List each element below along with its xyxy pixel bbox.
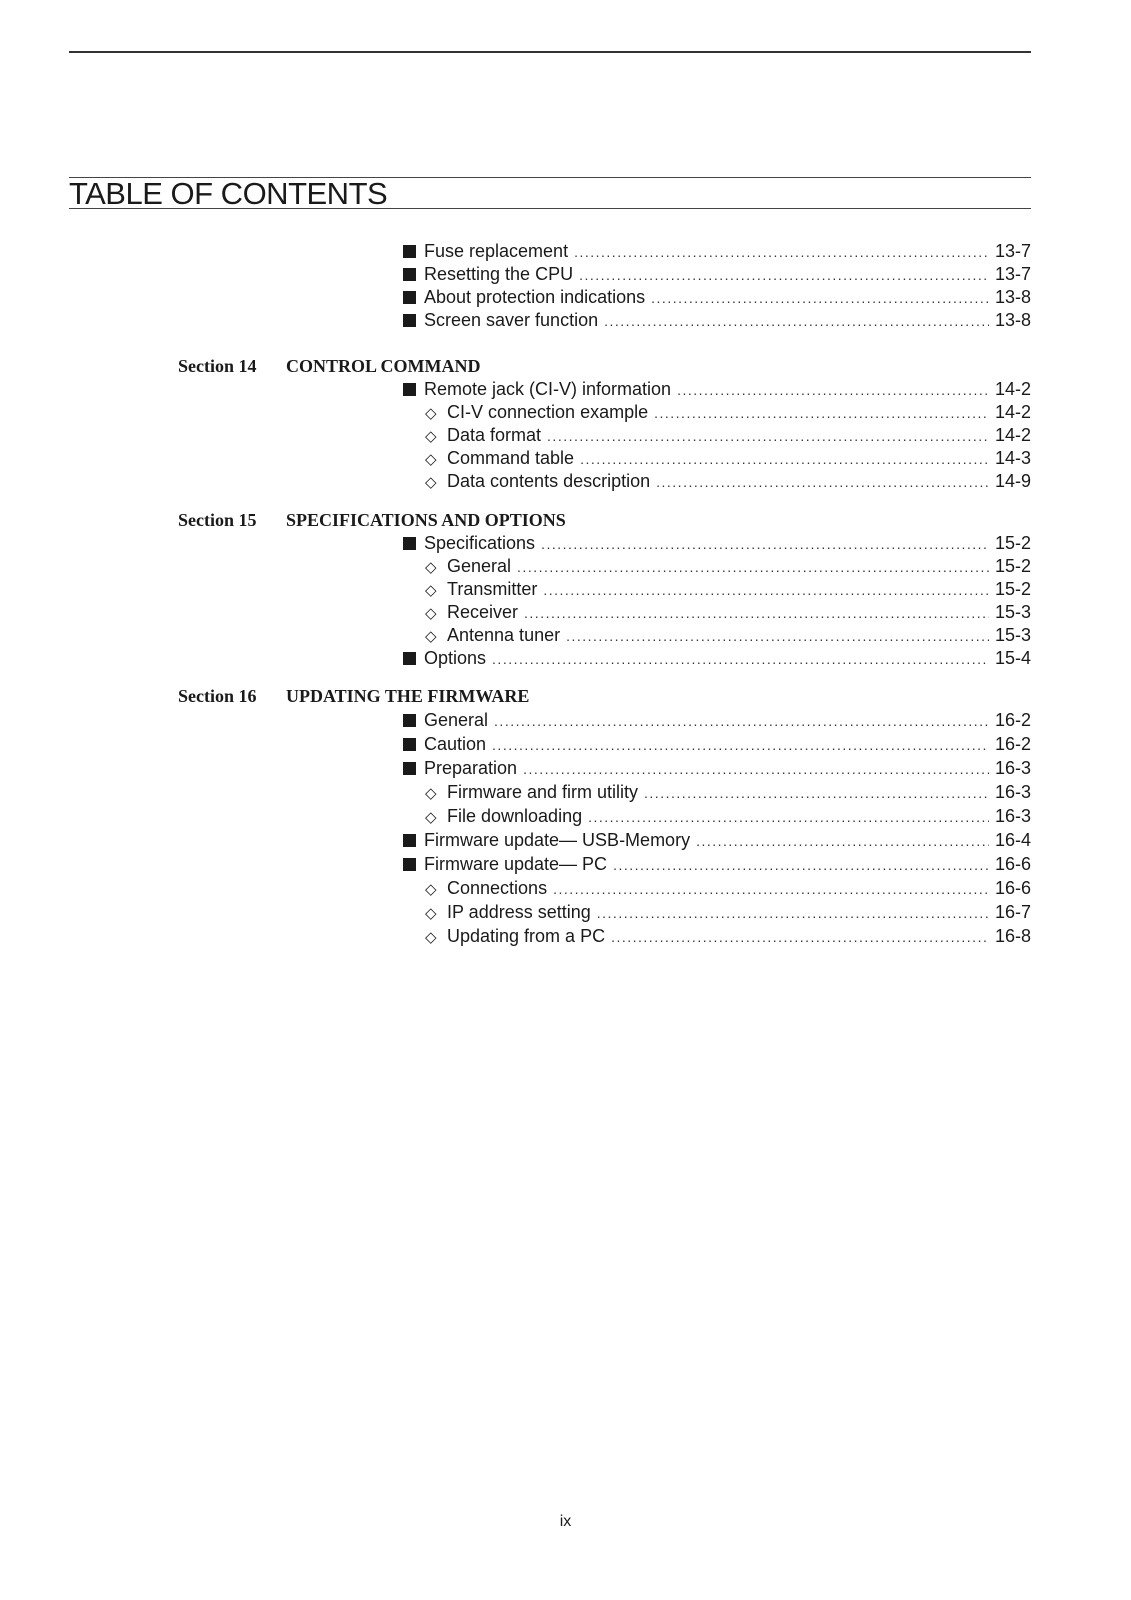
toc-entry[interactable] [0, 240, 1131, 263]
entry-label: Antenna tuner [447, 625, 561, 645]
entry-page: 16-2 [994, 710, 1031, 730]
toc-entry[interactable] [0, 532, 1131, 555]
square-bullet-icon [403, 709, 424, 732]
toc-subentry[interactable] [0, 877, 1131, 900]
entry-page: 15-2 [994, 579, 1031, 599]
entry-label: General [447, 556, 512, 576]
entry-page: 14-9 [994, 471, 1031, 491]
dot-leader [517, 556, 989, 579]
entry-page: 16-6 [994, 878, 1031, 898]
entry-page: 14-2 [994, 379, 1031, 399]
dot-leader [604, 310, 989, 333]
square-bullet-icon [403, 240, 424, 263]
toc-subentry[interactable] [0, 555, 1131, 578]
entry-page: 15-2 [994, 533, 1031, 553]
entry-label: Command table [447, 448, 575, 468]
diamond-bullet-icon: ◇ [425, 474, 437, 491]
entry-label: Data format [447, 425, 542, 445]
entry-page: 15-2 [994, 556, 1031, 576]
dot-leader [579, 264, 989, 287]
diamond-bullet-icon: ◇ [425, 451, 437, 468]
square-bullet-icon [403, 286, 424, 309]
entry-label: Preparation [424, 758, 518, 778]
entry-page: 13-7 [994, 241, 1031, 261]
dot-leader [651, 287, 989, 310]
entry-label: Updating from a PC [447, 926, 606, 946]
entry-label: CI-V connection example [447, 402, 649, 422]
toc-subentry[interactable] [0, 447, 1131, 470]
square-bullet-icon [403, 532, 424, 555]
entry-label: Transmitter [447, 579, 538, 599]
toc-subentry[interactable] [0, 401, 1131, 424]
dot-leader [541, 533, 989, 556]
dot-leader [611, 926, 989, 949]
toc-subentry[interactable] [0, 781, 1131, 804]
diamond-bullet-icon: ◇ [425, 809, 437, 826]
entry-page: 16-7 [994, 902, 1031, 922]
toc-entry[interactable] [0, 709, 1131, 732]
entry-page: 14-3 [994, 448, 1031, 468]
dot-leader [677, 379, 989, 402]
section-number: Section 16 [178, 686, 257, 706]
square-bullet-icon [403, 263, 424, 286]
square-bullet-icon [403, 733, 424, 756]
toc-entry[interactable] [0, 263, 1131, 286]
toc-entry[interactable] [0, 286, 1131, 309]
entry-page: 16-4 [994, 830, 1031, 850]
entry-page: 16-3 [994, 782, 1031, 802]
square-bullet-icon [403, 757, 424, 780]
dot-leader [597, 902, 989, 925]
entry-label: Data contents description [447, 471, 651, 491]
toc-entry[interactable] [0, 309, 1131, 332]
entry-page: 15-4 [994, 648, 1031, 668]
dot-leader [543, 579, 989, 602]
dot-leader [492, 734, 989, 757]
toc-subentry[interactable] [0, 805, 1131, 828]
diamond-bullet-icon: ◇ [425, 405, 437, 422]
toc-subentry[interactable] [0, 901, 1131, 924]
diamond-bullet-icon: ◇ [425, 881, 437, 898]
entry-label: IP address setting [447, 902, 591, 922]
dot-leader [574, 241, 989, 264]
entry-label: Connections [447, 878, 548, 898]
dot-leader [613, 854, 989, 877]
entry-page: 14-2 [994, 402, 1031, 422]
entry-label: Resetting the CPU [424, 264, 574, 284]
diamond-bullet-icon: ◇ [425, 428, 437, 445]
square-bullet-icon [403, 647, 424, 670]
dot-leader [656, 471, 989, 494]
entry-page: 16-8 [994, 926, 1031, 946]
diamond-bullet-icon: ◇ [425, 559, 437, 576]
dot-leader [566, 625, 989, 648]
diamond-bullet-icon: ◇ [425, 605, 437, 622]
dot-leader [553, 878, 989, 901]
section-heading[interactable] [0, 509, 1131, 532]
entry-label: Caution [424, 734, 487, 754]
diamond-bullet-icon: ◇ [425, 929, 437, 946]
toc-entry[interactable] [0, 757, 1131, 780]
entry-label: Firmware and firm utility [447, 782, 639, 802]
dot-leader [524, 602, 989, 625]
dot-leader [696, 830, 989, 853]
section-heading[interactable] [0, 685, 1131, 708]
toc-subentry[interactable] [0, 624, 1131, 647]
section-heading[interactable] [0, 355, 1131, 378]
header-rule [69, 51, 1031, 53]
entry-page: 16-6 [994, 854, 1031, 874]
dot-leader [588, 806, 989, 829]
toc-entry[interactable] [0, 378, 1131, 401]
diamond-bullet-icon: ◇ [425, 785, 437, 802]
dot-leader [494, 710, 989, 733]
section-title: SPECIFICATIONS AND OPTIONS [286, 510, 566, 530]
entry-page: 16-2 [994, 734, 1031, 754]
toc-entry[interactable] [0, 829, 1131, 852]
toc-subentry[interactable] [0, 578, 1131, 601]
entry-label: About protection indications [424, 287, 646, 307]
entry-page: 15-3 [994, 625, 1031, 645]
entry-label: File downloading [447, 806, 583, 826]
square-bullet-icon [403, 829, 424, 852]
toc-subentry[interactable] [0, 424, 1131, 447]
toc-subentry[interactable] [0, 470, 1131, 493]
entry-label: Firmware update— USB-Memory [424, 830, 691, 850]
entry-label: General [424, 710, 489, 730]
square-bullet-icon [403, 853, 424, 876]
entry-page: 16-3 [994, 758, 1031, 778]
section-number: Section 15 [178, 510, 257, 530]
entry-label: Firmware update— PC [424, 854, 608, 874]
section-title: UPDATING THE FIRMWARE [286, 686, 530, 706]
entry-page: 15-3 [994, 602, 1031, 622]
dot-leader [523, 758, 989, 781]
toc-subentry[interactable] [0, 601, 1131, 624]
dot-leader [492, 648, 989, 671]
toc-entry[interactable] [0, 647, 1131, 670]
entry-label: Fuse replacement [424, 241, 569, 261]
entry-page: 13-7 [994, 264, 1031, 284]
section-number: Section 14 [178, 356, 257, 376]
entry-label: Screen saver function [424, 310, 599, 330]
entry-label: Remote jack (CI-V) information [424, 379, 672, 399]
entry-page: 13-8 [994, 287, 1031, 307]
dot-leader [644, 782, 989, 805]
diamond-bullet-icon: ◇ [425, 582, 437, 599]
square-bullet-icon [403, 378, 424, 401]
title-rule-bottom [69, 208, 1031, 209]
entry-label: Options [424, 648, 487, 668]
entry-label: Specifications [424, 533, 536, 553]
toc-entry[interactable] [0, 733, 1131, 756]
section-title: CONTROL COMMAND [286, 356, 481, 376]
entry-page: 14-2 [994, 425, 1031, 445]
page-title: TABLE OF CONTENTS [69, 176, 388, 211]
toc-entry[interactable] [0, 853, 1131, 876]
toc-subentry[interactable] [0, 925, 1131, 948]
dot-leader [547, 425, 989, 448]
dot-leader [580, 448, 989, 471]
dot-leader [654, 402, 989, 425]
diamond-bullet-icon: ◇ [425, 905, 437, 922]
entry-label: Receiver [447, 602, 519, 622]
square-bullet-icon [403, 309, 424, 332]
entry-page: 16-3 [994, 806, 1031, 826]
page-number: ix [559, 1513, 572, 1530]
entry-page: 13-8 [994, 310, 1031, 330]
diamond-bullet-icon: ◇ [425, 628, 437, 645]
